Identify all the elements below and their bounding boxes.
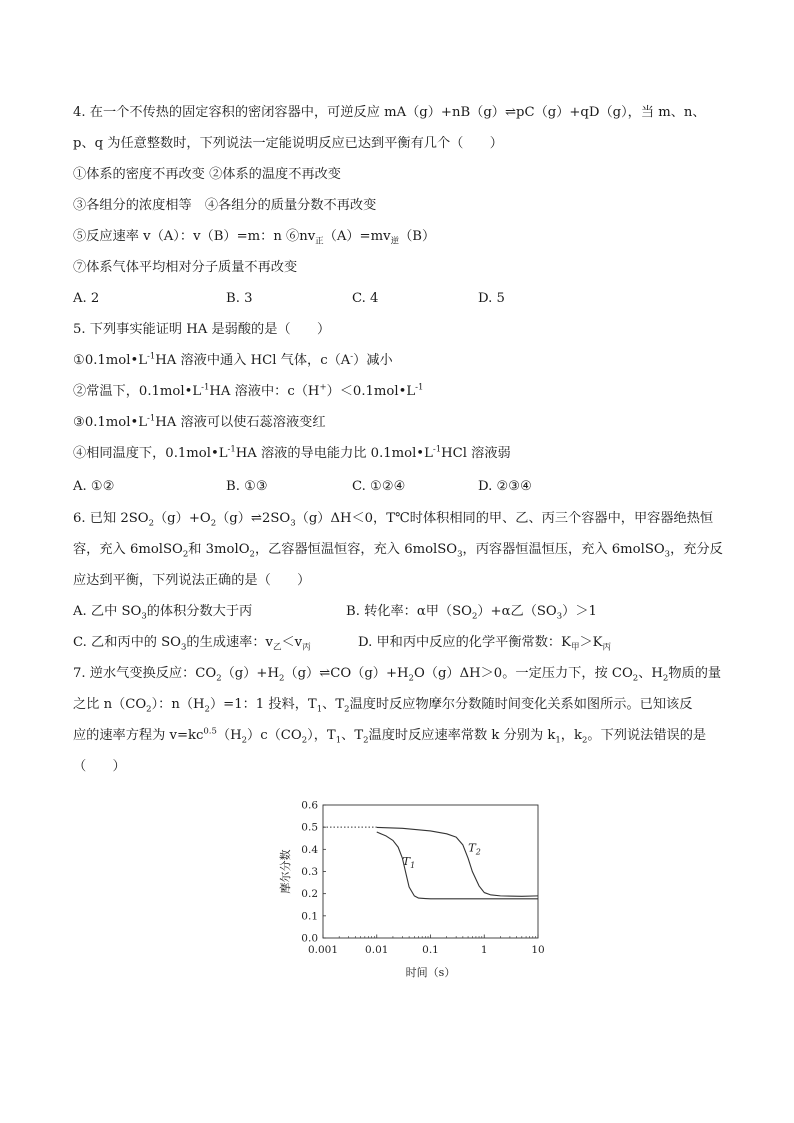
subscript: 2 [581, 735, 588, 746]
q7-stem-line4 [73, 757, 126, 777]
superscript: - [350, 351, 354, 362]
superscript: -1 [201, 382, 210, 393]
q5-text: HA 溶液可以使石蕊溶液变红 [155, 415, 326, 430]
q7-text: ，k [560, 728, 582, 743]
y-tick-label: 0.1 [301, 910, 318, 923]
subscript: 正 [315, 236, 324, 247]
subscript: 2 [301, 735, 308, 746]
superscript: -1 [415, 382, 424, 393]
q4-statement-2 [73, 196, 376, 216]
y-tick-label: 0.4 [301, 843, 318, 856]
q6-stem-line1 [73, 509, 713, 529]
q7-text: （H [216, 728, 242, 743]
q7-text: O（g）ΔH＞0。一定压力下，按 CO [413, 666, 633, 681]
subscript: 逆 [390, 236, 400, 247]
q5-stem [73, 320, 330, 340]
q5-text: ④相同温度下，0.1mol•L [73, 446, 228, 461]
q6-text: 和 3molO [188, 542, 250, 557]
q5-statement-2 [73, 382, 423, 402]
q5-text: ①0.1mol•L [73, 353, 147, 368]
subscript: 3 [141, 611, 147, 622]
y-axis-label: 摩尔分数 [279, 849, 292, 894]
y-tick-label: 0.5 [301, 821, 318, 834]
q5-statement-4 [73, 444, 511, 464]
q7-text: 。下列说法错误的是 [587, 728, 707, 743]
q5-text: HA 溶液的导电能力比 0.1mol•L [235, 446, 433, 461]
x-tick-label: 0.001 [307, 944, 339, 956]
q4-statement-4 [73, 258, 297, 278]
q6-text: ，丙容器恒温恒压，充入 6molSO [462, 542, 665, 557]
subscript: 1 [335, 735, 342, 746]
q6-option-c [73, 633, 311, 653]
q4-option-b: B. 3 [226, 291, 253, 306]
q7-text: ），T [307, 728, 336, 743]
y-tick-label: 0.6 [301, 799, 318, 812]
q4-text: （B） [399, 229, 436, 244]
q7-text: ）c（CO [247, 728, 302, 743]
q7-text: 7. 逆水气变换反应：CO [73, 666, 217, 681]
q5-text: ③0.1mol•L [73, 415, 147, 430]
q4-text: （A）=mv [323, 229, 391, 244]
subscript: 2 [344, 704, 350, 715]
subscript: 甲 [570, 642, 580, 653]
superscript: -1 [227, 444, 236, 455]
q4-option-c: C. 4 [352, 291, 379, 306]
q6-text: ＜v [281, 635, 303, 650]
subscript: 3 [290, 518, 296, 529]
subscript: 2 [632, 673, 639, 684]
q4-text: p、q 为任意整数时，下列说法一定能说明反应已达到平衡有几个（ ） [73, 136, 503, 151]
q5-option-a: A. ①② [73, 479, 115, 494]
q5-option-d: D. ②③④ [478, 479, 532, 494]
subscript: 2 [471, 611, 478, 622]
subscript: 2 [146, 704, 152, 715]
q6-text: （g）+O [154, 511, 211, 526]
superscript: + [319, 382, 327, 393]
q7-text: （g）⇌CO（g）+H [284, 666, 409, 681]
subscript: 2 [204, 704, 210, 715]
x-axis-label: 时间（s） [405, 966, 456, 979]
q5-option-c: C. ①②④ [352, 479, 406, 494]
q4-statement-1 [73, 165, 341, 185]
q6-text: 的生成速率：v [186, 635, 273, 650]
q4-text: ⑤反应速率 v（A）：v（B）=m：n ⑥nv [73, 229, 316, 244]
x-tick-label: 0.01 [365, 944, 389, 956]
q7-text: （g）+H [221, 666, 279, 681]
superscript: -1 [147, 413, 156, 424]
q7-text: 温度时反应速率常数 k 分别为 k [368, 728, 556, 743]
q5-text: HA 溶液中通入 HCl 气体，c（A [155, 353, 351, 368]
q6-text: 6. 已知 2SO [73, 511, 149, 526]
subscript: 丙 [302, 642, 311, 653]
q6-option-b [346, 602, 597, 622]
q5-text: ）＜0.1mol•L [326, 384, 416, 399]
y-tick-label: 0.0 [301, 932, 318, 945]
q6-text: D. 甲和丙中反应的化学平衡常数：K [358, 635, 571, 650]
q7-text: 、T [322, 697, 345, 712]
series-label-t2: $T_2$ [468, 840, 481, 857]
subscript: 2 [662, 673, 669, 684]
q7-text: ）：n（H [151, 697, 205, 712]
q6-text: ）＞1 [562, 604, 597, 619]
q4-text: ③各组分的浓度相等 ④各组分的质量分数不再改变 [73, 198, 377, 213]
q6-stem-line2 [73, 540, 723, 560]
q4-option-a: A. 2 [73, 291, 100, 306]
x-tick-label: 10 [531, 944, 545, 956]
q6-text: ＞K [579, 635, 603, 650]
q5-text: ）减小 [353, 353, 393, 368]
subscript: 2 [216, 673, 222, 684]
subscript: 2 [363, 735, 369, 746]
q6-text: （g）⇌2SO [216, 511, 291, 526]
series-label-subscript: 1 [410, 860, 416, 870]
q7-stem-line1 [73, 664, 721, 684]
subscript: 1 [555, 735, 561, 746]
mole-fraction-chart [268, 790, 558, 990]
subscript: 2 [210, 518, 217, 529]
q7-stem-line2 [73, 695, 692, 715]
x-tick-label: 0.1 [422, 944, 439, 956]
q5-text: ②常温下，0.1mol•L [73, 384, 202, 399]
q5-statement-3 [73, 413, 326, 433]
q4-option-d: D. 5 [478, 291, 505, 306]
subscript: 乙 [272, 642, 282, 653]
q6-text: ，乙容器恒温恒容，充入 6molSO [254, 542, 458, 557]
q7-stem-line3 [73, 726, 706, 746]
q4-text: ①体系的密度不再改变 ②体系的温度不再改变 [73, 167, 341, 182]
q5-statement-1 [73, 351, 393, 371]
q5-text: HA 溶液中：c（H [209, 384, 320, 399]
q6-text: 的体积分数大于丙 [146, 604, 253, 619]
series-label-subscript: 2 [475, 847, 481, 857]
plot-frame [323, 805, 538, 938]
q4-text: 4. 在一个不传热的固定容积的密闭容器中，可逆反应 mA（g）+nB（g）⇌pC（g）+qD（g），当 m、n、 [73, 105, 706, 120]
y-tick-label: 0.3 [301, 866, 318, 878]
series-line-t2 [377, 827, 538, 896]
x-tick-label: 1 [480, 944, 488, 956]
q4-stem-line1 [73, 103, 706, 123]
subscript: 3 [556, 611, 563, 622]
subscript: 3 [457, 549, 463, 560]
q7-text: 温度时反应物摩尔分数随时间变化关系如图所示。已知该反 [349, 697, 693, 712]
q4-text: ⑦体系气体平均相对分子质量不再改变 [73, 260, 298, 275]
q5-text: 5. 下列事实能证明 HA 是弱酸的是（ ） [73, 322, 331, 337]
q7-text: 应的速率方程为 v=kc [73, 728, 204, 743]
subscript: 2 [182, 549, 189, 560]
subscript: 2 [278, 673, 285, 684]
q6-text: C. 乙和丙中的 SO [73, 635, 181, 650]
q4-stem-line2 [73, 134, 503, 154]
subscript: 3 [664, 549, 671, 560]
superscript: -1 [147, 351, 156, 362]
q7-text: 物质的量 [668, 666, 722, 681]
q5-option-b: B. ①③ [226, 479, 268, 494]
series-line-t1 [377, 832, 538, 899]
q6-option-d [358, 633, 611, 653]
q6-text: B. 转化率：α甲（SO [346, 604, 472, 619]
subscript: 2 [408, 673, 414, 684]
q6-stem-line3 [73, 571, 310, 591]
q6-text: （g）ΔH＜0，T℃时体积相同的甲、乙、丙三个容器中，甲容器绝热恒 [295, 511, 714, 526]
subscript: 2 [241, 735, 248, 746]
subscript: 2 [249, 549, 255, 560]
q6-text: ，充分反 [670, 542, 723, 557]
subscript: 丙 [602, 642, 612, 653]
q6-text: 应达到平衡，下列说法正确的是（ ） [73, 573, 311, 588]
q7-text: 、H [638, 666, 663, 681]
subscript: 3 [180, 642, 187, 653]
y-tick-label: 0.2 [301, 888, 318, 901]
q6-option-a [73, 602, 252, 622]
superscript: 0.5 [203, 726, 217, 737]
q7-text: 之比 n（CO [73, 697, 147, 712]
subscript: 2 [148, 518, 154, 529]
subscript: 1 [316, 704, 323, 715]
q7-text: （ ） [73, 759, 126, 774]
q7-text: ）=1：1 投料，T [209, 697, 317, 712]
q7-text: 、T [341, 728, 364, 743]
superscript: -1 [432, 444, 442, 455]
q5-text: HCl 溶液弱 [441, 446, 511, 461]
q6-text: ）+α乙（SO [477, 604, 557, 619]
q4-statement-3 [73, 227, 435, 247]
series-label-t1: $T_1$ [402, 853, 416, 870]
q6-text: A. 乙中 SO [73, 604, 142, 619]
q6-text: 容，充入 6molSO [73, 542, 183, 557]
